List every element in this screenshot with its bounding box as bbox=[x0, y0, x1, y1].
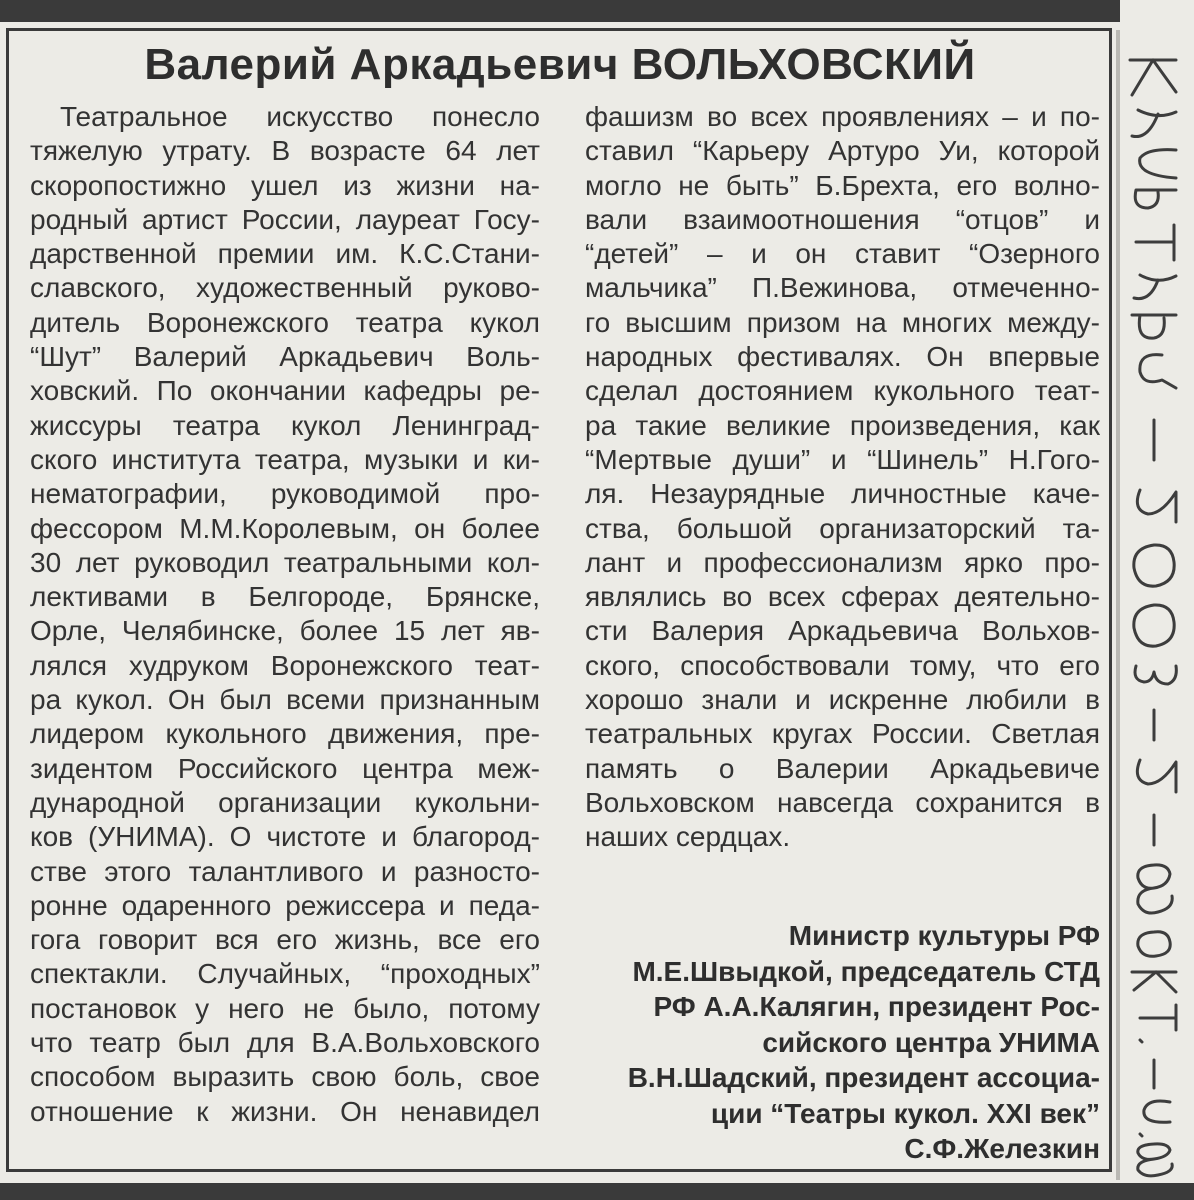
article-text-line: тяжелую утрату. В возрасте 64 лет bbox=[30, 135, 540, 167]
article-text-line: лективами в Белгороде, Брянске, bbox=[30, 581, 540, 613]
article-text-line: являлись во всех сферах деятельно- bbox=[585, 581, 1100, 613]
article-text-line: театральных кругах России. Светлая bbox=[585, 718, 1100, 750]
article-text-line: скоропостижно ушел из жизни на- bbox=[30, 169, 540, 201]
article-text-line: спектакли. Случайных, “проходных” bbox=[30, 958, 540, 990]
obituary-headline: Валерий Аркадьевич ВОЛЬХОВСКИЙ bbox=[144, 40, 976, 89]
article-text-line: ского, способствовали тому, что его bbox=[585, 649, 1100, 681]
signatory-line: РФ А.А.Калягин, президент Рос- bbox=[653, 991, 1100, 1022]
signatories-block bbox=[585, 918, 1100, 1167]
article-text-line: “Мертвые души” и “Шинель” Н.Гого- bbox=[585, 443, 1100, 475]
signatory-line: Министр культуры РФ bbox=[788, 920, 1100, 951]
article-text-line: сти Валерия Аркадьевича Вольхов- bbox=[585, 615, 1100, 647]
article-text-line: жиссуры театра кукол Ленинград- bbox=[30, 409, 540, 441]
article-text-line: наших сердцах. bbox=[585, 821, 791, 853]
article-text-line: дарственной премии им. К.С.Стани- bbox=[30, 238, 540, 270]
article-text-line: 30 лет руководил театральными кол- bbox=[30, 546, 540, 578]
top-rule bbox=[0, 0, 1120, 22]
handwritten-note-drawing bbox=[1118, 40, 1188, 1180]
article-text-line: могло не быть” Б.Брехта, его волно- bbox=[585, 169, 1100, 201]
article-text-line: “Шут” Валерий Аркадьевич Воль- bbox=[30, 341, 540, 373]
signatory-line: М.Е.Швыдкой, председатель СТД bbox=[632, 955, 1100, 987]
article-text-line: стве этого талантливого и разносто- bbox=[30, 855, 540, 887]
article-text-line: мальчика” П.Вежинова, отмеченно- bbox=[585, 272, 1100, 304]
signatory-line: ции “Театры кукол. XXI век” bbox=[710, 1097, 1100, 1129]
article-text-line: ства, большой организаторский та- bbox=[585, 512, 1100, 544]
article-column-left bbox=[30, 100, 540, 1129]
article-text-line: хорошо знали и искренне любили в bbox=[585, 684, 1100, 716]
article-text-line: родный артист России, лауреат Госу- bbox=[30, 203, 540, 235]
bottom-rule bbox=[0, 1183, 1194, 1200]
article-text-line: “детей” – и он ставит “Озерного bbox=[585, 238, 1100, 270]
article-text-line: ра кукол. Он был всеми признанным bbox=[30, 684, 540, 716]
signatory-line: С.Ф.Железкин bbox=[904, 1133, 1100, 1164]
article-text-line: ков (УНИМА). О чистоте и благород- bbox=[30, 821, 540, 853]
article-text-line: ля. Незаурядные личностные каче- bbox=[585, 478, 1100, 510]
article-text-line: способом выразить свою боль, свое bbox=[30, 1061, 540, 1093]
signatory-line: В.Н.Шадский, президент ассоциа- bbox=[627, 1062, 1100, 1093]
article-text-line: ховский. По окончании кафедры ре- bbox=[30, 375, 540, 407]
article-text-line: зидентом Российского центра меж- bbox=[30, 752, 540, 784]
article-text-line: дитель Воронежского театра кукол bbox=[30, 306, 540, 338]
signatory-line: сийского центра УНИМА bbox=[762, 1026, 1100, 1058]
article-text-line: вали взаимоотношения “отцов” и bbox=[585, 203, 1100, 235]
article-text-line: ского института театра, музыки и ки- bbox=[30, 443, 540, 475]
article-text-line: славского, художественный руково- bbox=[30, 272, 540, 304]
article-text-line: фессором М.М.Королевым, он более bbox=[30, 512, 540, 544]
article-column-right bbox=[585, 100, 1100, 855]
article-text-line: Театральное искусство понесло bbox=[60, 101, 540, 132]
article-text-line: нематографии, руководимой про- bbox=[30, 478, 540, 510]
article-text-line: Орле, Челябинске, более 15 лет яв- bbox=[30, 615, 540, 647]
article-text-line: фашизм во всех проявлениях – и по- bbox=[585, 101, 1100, 132]
article-text-line: Вольховском навсегда сохранится в bbox=[585, 786, 1100, 818]
article-text-line: сделал достоянием кукольного теат- bbox=[585, 375, 1100, 407]
article-text-line: постановок у него не было, потому bbox=[30, 992, 540, 1024]
article-text-line: гога говорит вся его жизнь, все его bbox=[30, 924, 540, 956]
article-text-line: го высшим призом на многих между- bbox=[585, 306, 1100, 338]
article-text-line: народных фестивалях. Он впервые bbox=[585, 341, 1100, 373]
article-text-line: ра такие великие произведения, как bbox=[585, 409, 1100, 441]
article-text-line: ставил “Карьеру Артуро Уи, которой bbox=[585, 135, 1100, 167]
article-text-line: лант и профессионализм ярко про- bbox=[585, 546, 1100, 578]
article-text-line: отношение к жизни. Он ненавидел bbox=[30, 1095, 540, 1127]
article-text-line: память о Валерии Аркадьевиче bbox=[585, 752, 1100, 784]
article-text-line: лялся худруком Воронежского теат- bbox=[30, 649, 540, 681]
handwritten-annotation bbox=[1118, 40, 1188, 1180]
article-text-line: что театр был для В.А.Вольховского bbox=[30, 1027, 540, 1059]
article-text-line: дународной организации кукольни- bbox=[30, 786, 540, 818]
article-text-line: ронне одаренного режиссера и педа- bbox=[30, 889, 540, 921]
article-text-line: лидером кукольного движения, пре- bbox=[30, 718, 540, 750]
